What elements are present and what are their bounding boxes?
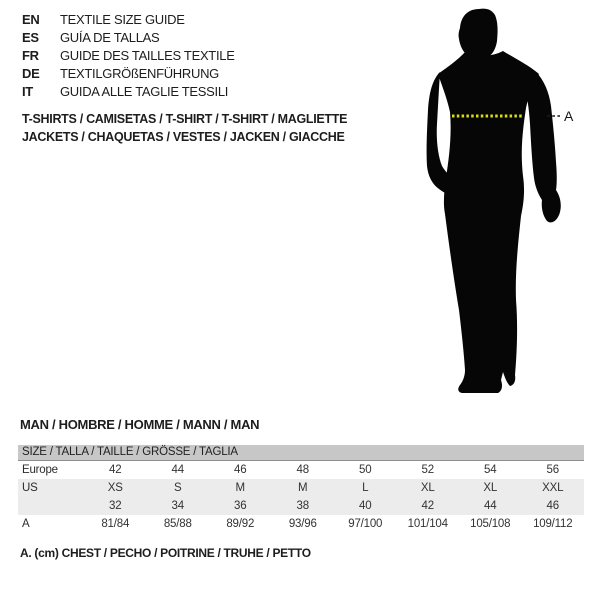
category-line-tshirts: T-SHIRTS / CAMISETAS / T-SHIRT / T-SHIRT / MAGLIETTE — [22, 112, 348, 126]
table-cell: 97/100 — [348, 518, 383, 530]
table-row — [18, 479, 584, 497]
language-row-it — [22, 83, 235, 101]
table-cell: 36 — [234, 500, 247, 512]
table-cell: 42 — [109, 464, 122, 476]
language-title: GUIDA ALLE TAGLIE TESSILI — [60, 84, 229, 99]
section-title-man: MAN / HOMBRE / HOMME / MANN / MAN — [20, 417, 260, 432]
table-cell: 44 — [171, 464, 184, 476]
table-cell: 46 — [234, 464, 247, 476]
language-title: TEXTILGRÖßENFÜHRUNG — [60, 66, 219, 81]
language-row-fr — [22, 47, 235, 65]
table-cell: 32 — [109, 500, 122, 512]
table-cell: L — [362, 482, 369, 494]
table-row — [18, 461, 584, 479]
table-cell: 42 — [421, 500, 434, 512]
silhouette-head — [459, 9, 498, 59]
language-code: ES — [22, 30, 39, 45]
table-cell: 44 — [484, 500, 497, 512]
table-cell: S — [174, 482, 182, 494]
table-cell: M — [235, 482, 245, 494]
male-silhouette-figure — [380, 0, 600, 420]
language-row-de — [22, 65, 235, 83]
language-code: IT — [22, 84, 33, 99]
silhouette-right-arm — [523, 72, 561, 222]
row-label — [18, 497, 84, 515]
table-cell: XXL — [542, 482, 564, 494]
table-cell: XL — [483, 482, 498, 494]
language-title: GUÍA DE TALLAS — [60, 30, 160, 45]
table-cell: 89/92 — [226, 518, 255, 530]
table-row — [18, 515, 584, 533]
category-line-jackets: JACKETS / CHAQUETAS / VESTES / JACKEN / GIACCHE — [22, 130, 345, 144]
table-cell: 56 — [546, 464, 559, 476]
table-cell: 85/88 — [163, 518, 192, 530]
table-cell: 93/96 — [288, 518, 317, 530]
table-cell: 34 — [171, 500, 184, 512]
language-title: TEXTILE SIZE GUIDE — [60, 12, 185, 27]
table-cell: M — [298, 482, 308, 494]
language-row-es — [22, 29, 235, 47]
language-list — [22, 11, 235, 101]
row-label: US — [22, 482, 38, 494]
table-cell: 101/104 — [407, 518, 448, 530]
size-table-header: SIZE / TALLA / TAILLE / GRÖSSE / TAGLIA — [18, 445, 584, 461]
silhouette-body — [438, 50, 539, 393]
table-cell: 109/112 — [533, 518, 573, 530]
table-cell: 46 — [546, 500, 559, 512]
table-cell: 40 — [359, 500, 372, 512]
language-code: DE — [22, 66, 40, 81]
table-cell: 48 — [296, 464, 309, 476]
footnote-chest: A. (cm) CHEST / PECHO / POITRINE / TRUHE / PETTO — [20, 546, 311, 560]
size-table-body — [18, 461, 584, 533]
table-cell: 52 — [421, 464, 434, 476]
measurement-a-label: A — [564, 108, 574, 124]
table-cell: 81/84 — [101, 518, 130, 530]
table-cell: 105/108 — [470, 518, 511, 530]
language-row-en — [22, 11, 235, 29]
table-row — [18, 497, 584, 515]
table-cell: XL — [420, 482, 435, 494]
language-code: FR — [22, 48, 39, 63]
language-code: EN — [22, 12, 40, 27]
language-title: GUIDE DES TAILLES TEXTILE — [60, 48, 235, 63]
table-cell: 54 — [484, 464, 497, 476]
category-lines — [22, 110, 347, 146]
row-label: A — [22, 518, 30, 530]
table-cell: 38 — [296, 500, 309, 512]
table-cell: XS — [107, 482, 123, 494]
row-label: Europe — [22, 464, 58, 476]
table-cell: 50 — [359, 464, 372, 476]
size-table — [18, 445, 584, 533]
